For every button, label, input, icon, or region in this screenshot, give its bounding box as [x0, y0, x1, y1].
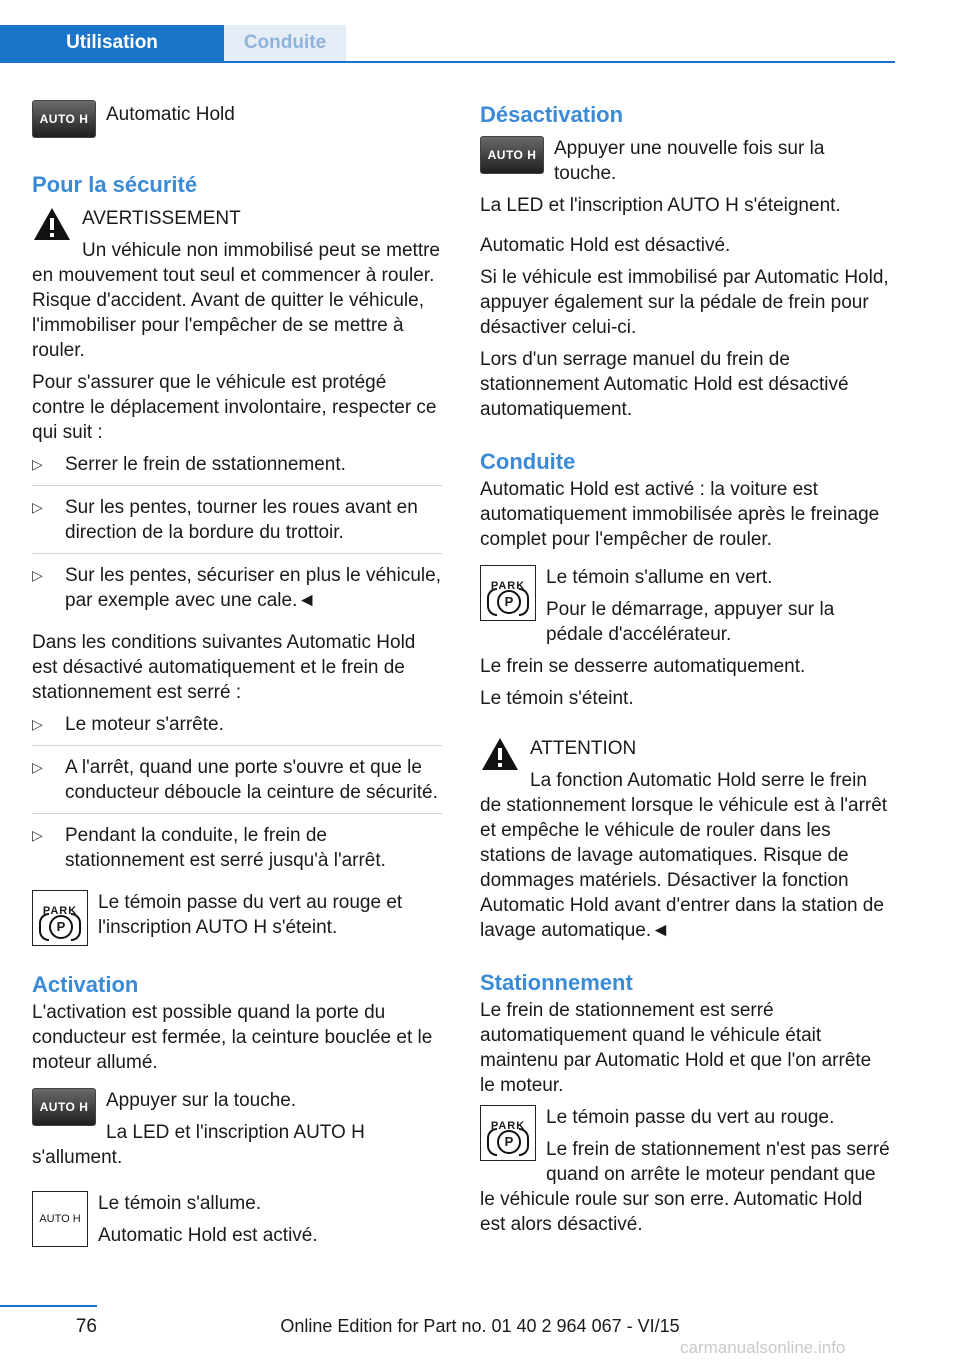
right-column: [480, 100, 890, 1244]
list-item: ▷ A l'arrêt, quand une porte s'ouvre et que le conducteur déboucle la ceinture de sécurité.: [32, 755, 442, 814]
page-number: 76: [75, 1316, 97, 1337]
not-applied-text: Le frein de stationnement n'est pas serré quand on arrête le moteur pendant que le véhicule roule sur son erre. Automatic Hold est alors désactivé.: [480, 1139, 890, 1235]
bullet-triangle-icon: ▷: [32, 567, 43, 583]
tab-conduite[interactable]: Conduite: [224, 25, 346, 61]
parking-heading: Stationnement: [480, 970, 633, 995]
warning-icon: [32, 206, 72, 242]
warning-icon: [480, 736, 520, 772]
manual-text: Lors d'un serrage manuel du frein de stationnement Automatic Hold est désactivé automatiquement.: [480, 349, 849, 420]
left-column: [32, 100, 442, 1255]
press-again: Appuyer une nouvelle fois sur la touche.: [554, 138, 825, 184]
list-item: ▷ Sur les pentes, tourner les roues avant en direction de la bordure du trottoir.: [32, 495, 442, 554]
led-off: La LED et l'inscription AUTO H s'éteignent.: [480, 195, 841, 216]
hold-off: Automatic Hold est désactivé.: [480, 235, 731, 256]
lamp-on: Le témoin s'allume.: [98, 1193, 262, 1214]
brake-release: Le frein se desserre automatiquement.: [480, 656, 806, 677]
activation-heading: Activation: [32, 972, 139, 997]
park-icon: PARK P: [480, 565, 536, 621]
startup-text: Pour le démarrage, appuyer sur la pédale d'accélérateur.: [546, 599, 835, 645]
header-bar: [0, 25, 895, 63]
bullet-triangle-icon: ▷: [32, 456, 43, 472]
conditions-paragraph: Dans les conditions suivantes Automatic Hold est désactivé automatiquement et le frein de stationnement est serré :: [32, 632, 416, 703]
auto-h-button-icon: AUTO H: [32, 1088, 96, 1126]
park-note: Le témoin passe du vert au rouge et l'inscription AUTO H s'éteint.: [98, 892, 403, 938]
auto-h-button-icon: AUTO H: [480, 136, 544, 174]
deactivation-heading: Désactivation: [480, 102, 624, 127]
safety-heading: Pour la sécurité: [32, 172, 198, 197]
press-key: Appuyer sur la touche.: [106, 1090, 297, 1111]
auto-h-indicator-icon: AUTO H: [32, 1191, 88, 1247]
park-icon: PARK P: [32, 890, 88, 946]
lamp-off: Le témoin s'éteint.: [480, 688, 634, 709]
park-icon: PARK P: [480, 1105, 536, 1161]
lamp-green: Le témoin s'allume en vert.: [546, 567, 773, 588]
bullet-triangle-icon: ▷: [32, 827, 43, 843]
led-on: La LED et l'inscription AUTO H s'allument.: [32, 1122, 365, 1168]
watermark: carmanualsonline.info: [680, 1338, 846, 1357]
intro-label: Automatic Hold: [106, 104, 235, 125]
hold-active: Automatic Hold est activé.: [98, 1225, 318, 1246]
tab-utilisation[interactable]: Utilisation: [0, 25, 224, 61]
attention-text: La fonction Automatic Hold serre le frein de stationnement lorsque le véhicule est à l'arrêt et empêche le véhicule de rouler dans les stations de lavage automatiques. Risque de dommages matériels. Désactiver la fonction Automatic Hold avant d'entrer dans la station de lavage automatique.◄: [480, 770, 888, 941]
bullet-triangle-icon: ▷: [32, 499, 43, 515]
immobilized-text: Si le véhicule est immobilisé par Automatic Hold, appuyer également sur la pédale de frein pour désactiver celui-ci.: [480, 267, 889, 338]
warning-title: AVERTISSEMENT: [82, 208, 241, 229]
parking-text: Le frein de stationnement est serré automatiquement quand le véhicule était maintenu par Automatic Hold et que l'on arrête le moteur.: [480, 1000, 872, 1096]
bullet-triangle-icon: ▷: [32, 759, 43, 775]
edition-line: Online Edition for Part no. 01 40 2 964 067 - VI/15: [280, 1316, 680, 1336]
list-item: ▷ Le moteur s'arrête.: [32, 712, 442, 746]
list-item: ▷ Serrer le frein de sstationnement.: [32, 452, 442, 486]
driving-text: Automatic Hold est activé : la voiture est automatiquement immobilisée après le freinage complet pour l'empêcher de rouler.: [480, 479, 880, 550]
auto-h-button-icon: AUTO H: [32, 100, 96, 138]
bullet-list-2: [32, 712, 442, 881]
list-item: ▷ Sur les pentes, sécuriser en plus le véhicule, par exemple avec une cale.◄: [32, 565, 441, 611]
attention-title: ATTENTION: [530, 738, 637, 759]
warning-text: Un véhicule non immobilisé peut se mettre en mouvement tout seul et commencer à rouler. Risque d'accident. Avant de quitter le véhicule, l'immobiliser pour l'empêcher de se mettre à rouler.: [32, 240, 441, 361]
safety-paragraph: Pour s'assurer que le véhicule est protégé contre le déplacement involontaire, respecter ce qui suit :: [32, 372, 437, 443]
activation-text: L'activation est possible quand la porte du conducteur est fermée, la ceinture bouclée et le moteur allumé.: [32, 1002, 433, 1073]
lamp-red: Le témoin passe du vert au rouge.: [546, 1107, 835, 1128]
driving-heading: Conduite: [480, 449, 576, 474]
bullet-list-1: [32, 452, 442, 621]
bullet-triangle-icon: ▷: [32, 716, 43, 732]
list-item: ▷ Pendant la conduite, le frein de stationnement est serré jusqu'à l'arrêt.: [32, 825, 386, 871]
footer-rule: [0, 1305, 97, 1307]
